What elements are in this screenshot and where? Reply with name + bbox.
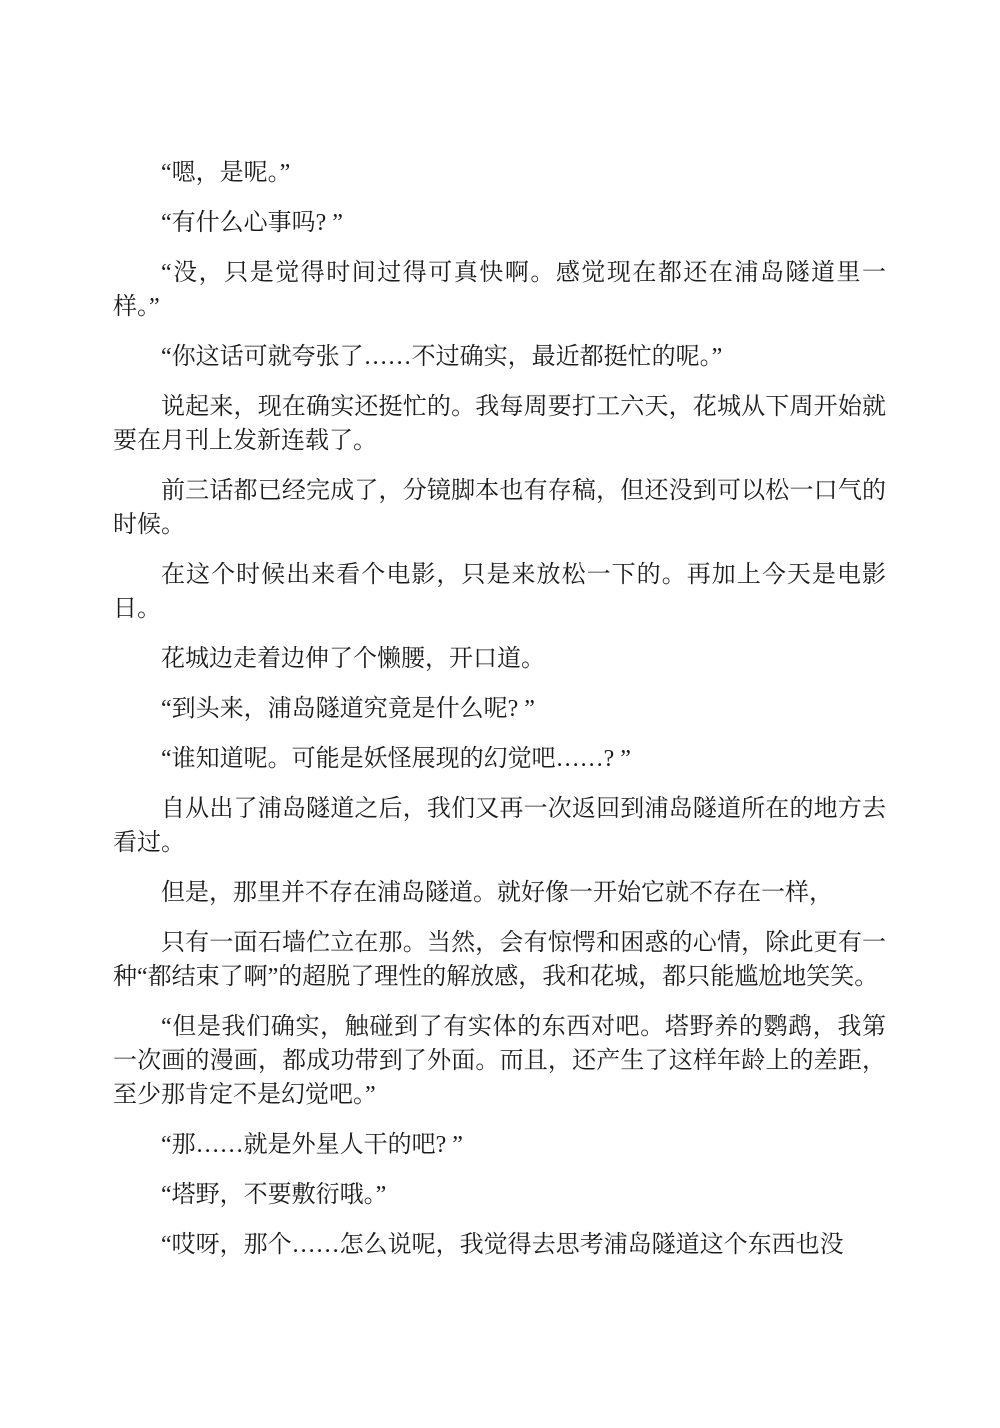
paragraph: “到头来，浦岛隧道究竟是什么呢? ”	[161, 696, 535, 722]
paragraph: “谁知道呢。可能是妖怪展现的幻觉吧……? ”	[161, 746, 631, 772]
paragraph: “哎呀，那个……怎么说呢，我觉得去思考浦岛隧道这个东西也没	[161, 1232, 844, 1258]
paragraph: “没，只是觉得时间过得可真快啊。感觉现在都还在浦岛隧道里一样。”	[113, 260, 886, 320]
paragraph: 自从出了浦岛隧道之后，我们又再一次返回到浦岛隧道所在的地方去看过。	[113, 796, 886, 856]
paragraph: 前三话都已经完成了，分镜脚本也有存稿，但还没到可以松一口气的时候。	[113, 478, 886, 538]
paragraph: “有什么心事吗? ”	[161, 210, 343, 236]
text-content	[113, 156, 886, 1278]
paragraph: 只有一面石墙伫立在那。当然，会有惊愕和困惑的心情，除此更有一种“都结束了啊”的超脱了理性的解放感，我和花城，都只能尴尬地笑笑。	[113, 930, 886, 990]
paragraph: 花城边走着边伸了个懒腰，开口道。	[161, 646, 545, 672]
paragraph: “嗯，是呢。”	[161, 160, 291, 186]
paragraph: “塔野，不要敷衍哦。”	[161, 1182, 387, 1208]
paragraph: “你这话可就夸张了……不过确实，最近都挺忙的呢。”	[161, 344, 723, 370]
paragraph: 但是，那里并不存在浦岛隧道。就好像一开始它就不存在一样，	[161, 880, 833, 906]
paragraph: 说起来，现在确实还挺忙的。我每周要打工六天，花城从下周开始就要在月刊上发新连载了。	[113, 394, 886, 454]
paragraph: 在这个时候出来看个电影，只是来放松一下的。再加上今天是电影日。	[113, 562, 886, 622]
paragraph: “但是我们确实，触碰到了有实体的东西对吧。塔野养的鹦鹉，我第一次画的漫画，都成功带到了外面。而且，还产生了这样年龄上的差距，至少那肯定不是幻觉吧。”	[113, 1014, 886, 1108]
paragraph: “那……就是外星人干的吧? ”	[161, 1132, 463, 1158]
